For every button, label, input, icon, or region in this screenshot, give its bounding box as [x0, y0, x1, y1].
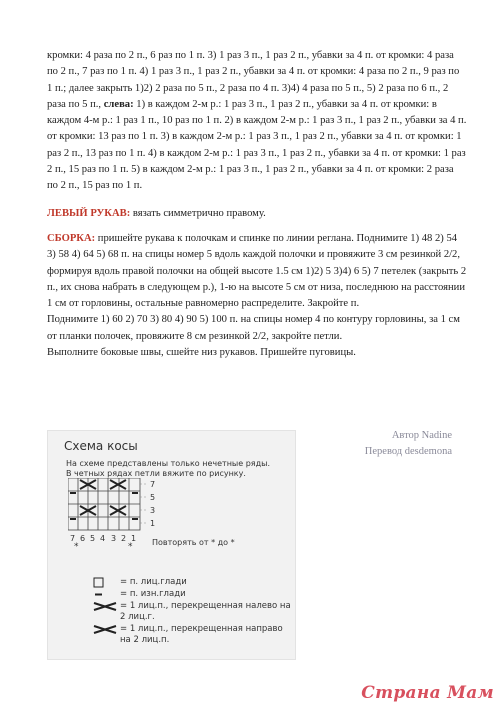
legend-item-purl	[92, 589, 292, 600]
svg-text:*: *	[74, 542, 79, 550]
col-number: 6	[80, 534, 86, 543]
collar-paragraph: Поднимите 1) 60 2) 70 3) 80 4) 90 5) 100 п. на спицы номер 4 по контуру горловины, за 1 см от планки полочек, провяжите 8 см резинкой 2/2, закройте петли.	[47, 314, 460, 342]
col-number: 5	[90, 534, 96, 543]
decrease-text-left: 1) в каждом 2-м р.: 1 раз 3 п., 1 раз 2 п., убавки за 4 п. от кромки: в каждом 4-м р.: 1 раз 1 п., 10 раз по 1 п. 2) в каждом 2-м р.: 1 раз 3 п., 1 раз 2 п., убавки за 4 п. от кромки: 13 раз по 1 п. 3) в каждом 2-м р.: 1 раз 3 п., 1 раз 2 п., убавки за 4 п. от кромки: 1 раз 2 п., 13 раз по 1 п. 4) в каждом 2-м р.: 1 раз 3 п., 1 раз 2 п., убавки за 4 п. от кромки: 1 раз 2 п., 15 раз по 1 п. 5) в каждом 2-м р.: 1 раз 3 п., 1 раз 2 п., убавки за 4 п. от кромки: 2 раза по 2 п., 15 раз по 1 п.	[47, 98, 467, 192]
repeat-note: Повторять от * до *	[152, 538, 235, 547]
credits	[365, 428, 452, 460]
dash-icon	[92, 589, 120, 600]
legend-text: = п. изн.глади	[120, 589, 186, 599]
decrease-text: кромки: 4 раза по 2 п., 6 раз по 1 п. 3) 1 раз 3 п., 1 раз 2 п., убавки за 4 п. от кромки: 4 раза по 2 п., 7 раз по 1 п. 4) 1 раз 3 п., 1 раз 2 п., убавки за 4 п. от кромки: 4 раза по 2 п., 9 раз по 1 п.; далее закрыть 1)2) 2 раза по 5 п., 2 раза по 4 п. 3)4) 4 раза по 5 п., 5) 2 раза по 6 п., 2 раза по 5 п.,	[47, 50, 460, 110]
row-number: 5	[150, 493, 156, 502]
square-icon	[92, 577, 120, 588]
legend-item-knit	[92, 577, 292, 588]
cable-scheme	[47, 430, 296, 660]
legend-item-cross-left	[92, 601, 292, 623]
row-number: 7	[150, 480, 156, 489]
assembly-text: пришейте рукава к полочкам и спинке по линии реглана. Поднимите 1) 48 2) 54 3) 58 4) 64 5) 68 п. на спицы номер 5 вдоль каждой полочки и провяжите 3 см резинкой 2/2, формируя вдоль правой полочки на общей высоте 1.5 см 1)2) 5 3)4) 6 5) 7 петелек (закрыть 2 п., их снова набрать в следующем р.), 1-ю на высоте 5 см от низа, последнюю на расстоянии 1 см от горловины, остальные равномерно распределите. Закройте п.	[47, 232, 467, 310]
left-sleeve-text: вязать симметрично правому.	[130, 207, 266, 219]
legend-text: = п. лиц.глади	[120, 577, 187, 587]
legend-text: = 1 лиц.п., перекрещенная налево на 2 лиц.г.	[120, 601, 291, 622]
legend-item-cross-right	[92, 624, 292, 646]
scheme-title: Схема косы	[64, 439, 138, 453]
col-number: 2	[121, 534, 127, 543]
legend	[92, 577, 292, 647]
col-number: 3	[111, 534, 117, 543]
col-number: 1	[131, 534, 137, 543]
cross-left-icon	[92, 601, 120, 612]
finish-paragraph: Выполните боковые швы, сшейте низ рукавов. Пришейте пуговицы.	[47, 347, 356, 359]
legend-text: = 1 лиц.п., перекрещенная направо на 2 лиц.п.	[120, 624, 283, 645]
scheme-note-line-1: На схеме представлены только нечетные ряды.	[66, 459, 270, 468]
col-number: 7	[70, 534, 76, 543]
left-sleeve-heading: ЛЕВЫЙ РУКАВ:	[47, 207, 131, 219]
cross-mark	[110, 506, 126, 515]
watermark-logo: Страна Мам	[361, 683, 494, 703]
scheme-note-line-2: В четных рядах петли вяжите по рисунку.	[66, 469, 246, 478]
col-number: 4	[100, 534, 106, 543]
scheme-note	[66, 459, 291, 479]
pattern-text	[47, 48, 467, 361]
decrease-paragraph	[47, 48, 467, 195]
left-side-label: слева:	[103, 98, 134, 110]
svg-text:*: *	[128, 542, 133, 550]
left-sleeve-paragraph	[47, 206, 467, 222]
row-number: 3	[150, 506, 156, 515]
cross-right-icon	[92, 624, 120, 635]
translator-credit: Перевод desdemona	[364, 446, 452, 457]
assembly-paragraph	[47, 231, 467, 312]
cross-mark	[110, 480, 126, 489]
author-credit: Автор Nadine	[391, 430, 452, 441]
row-number: 1	[150, 519, 156, 528]
assembly-heading: СБОРКА:	[47, 232, 96, 244]
